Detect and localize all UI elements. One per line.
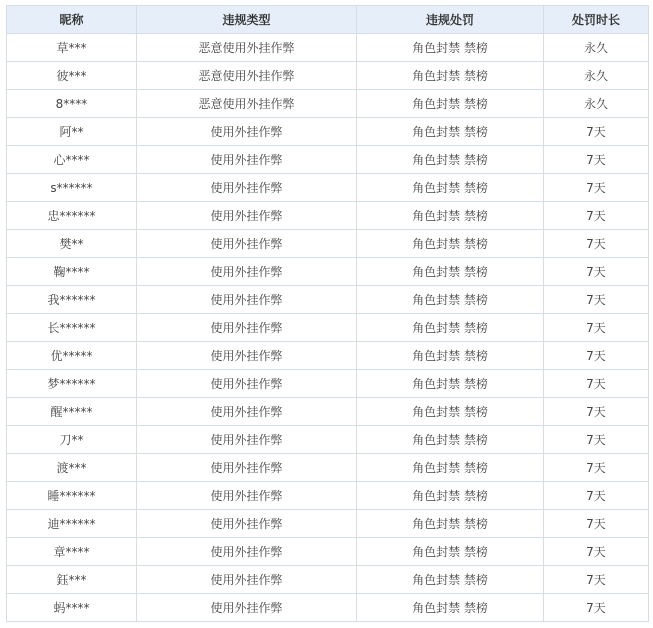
cell-penalty: 角色封禁 禁榜: [357, 510, 544, 538]
cell-violation-type: 使用外挂作弊: [137, 398, 357, 426]
cell-nickname: 睡******: [7, 482, 137, 510]
cell-violation-type: 使用外挂作弊: [137, 370, 357, 398]
table-row: [7, 370, 649, 398]
header-penalty: 违规处罚: [357, 6, 544, 34]
cell-penalty: 角色封禁 禁榜: [357, 118, 544, 146]
cell-penalty: 角色封禁 禁榜: [357, 314, 544, 342]
table-row: [7, 34, 649, 62]
cell-penalty-duration: 7天: [544, 146, 649, 174]
cell-nickname: 刀**: [7, 426, 137, 454]
cell-penalty: 角色封禁 禁榜: [357, 258, 544, 286]
cell-nickname: 忠******: [7, 202, 137, 230]
cell-nickname: 草***: [7, 34, 137, 62]
cell-nickname: 鞠****: [7, 258, 137, 286]
cell-nickname: 优*****: [7, 342, 137, 370]
cell-nickname: s******: [7, 174, 137, 202]
cell-penalty: 角色封禁 禁榜: [357, 174, 544, 202]
table-header-row: [7, 6, 649, 34]
violation-table: [6, 5, 649, 622]
cell-penalty-duration: 7天: [544, 342, 649, 370]
table-row: [7, 286, 649, 314]
table-row: [7, 538, 649, 566]
table-row: [7, 594, 649, 622]
cell-nickname: 阿**: [7, 118, 137, 146]
cell-nickname: 长******: [7, 314, 137, 342]
cell-violation-type: 使用外挂作弊: [137, 202, 357, 230]
table-row: [7, 230, 649, 258]
cell-violation-type: 使用外挂作弊: [137, 258, 357, 286]
cell-penalty-duration: 永久: [544, 62, 649, 90]
cell-nickname: 彼***: [7, 62, 137, 90]
cell-penalty: 角色封禁 禁榜: [357, 230, 544, 258]
cell-violation-type: 恶意使用外挂作弊: [137, 90, 357, 118]
cell-nickname: 鈺***: [7, 566, 137, 594]
cell-nickname: 醒*****: [7, 398, 137, 426]
cell-nickname: 渡***: [7, 454, 137, 482]
cell-penalty-duration: 7天: [544, 118, 649, 146]
table-row: [7, 146, 649, 174]
table-row: [7, 482, 649, 510]
cell-violation-type: 使用外挂作弊: [137, 286, 357, 314]
cell-violation-type: 使用外挂作弊: [137, 482, 357, 510]
violation-table-container: [6, 5, 649, 622]
cell-penalty: 角色封禁 禁榜: [357, 146, 544, 174]
cell-penalty: 角色封禁 禁榜: [357, 370, 544, 398]
cell-nickname: 蚂****: [7, 594, 137, 622]
table-row: [7, 202, 649, 230]
table-row: [7, 118, 649, 146]
cell-penalty-duration: 7天: [544, 398, 649, 426]
cell-penalty: 角色封禁 禁榜: [357, 90, 544, 118]
cell-penalty: 角色封禁 禁榜: [357, 538, 544, 566]
cell-penalty: 角色封禁 禁榜: [357, 62, 544, 90]
cell-penalty-duration: 7天: [544, 482, 649, 510]
cell-nickname: 我******: [7, 286, 137, 314]
table-body: [7, 34, 649, 622]
cell-penalty: 角色封禁 禁榜: [357, 342, 544, 370]
cell-violation-type: 恶意使用外挂作弊: [137, 62, 357, 90]
table-row: [7, 426, 649, 454]
table-row: [7, 90, 649, 118]
header-violation-type: 违规类型: [137, 6, 357, 34]
cell-nickname: 章****: [7, 538, 137, 566]
cell-nickname: 樊**: [7, 230, 137, 258]
cell-violation-type: 使用外挂作弊: [137, 510, 357, 538]
cell-penalty-duration: 7天: [544, 426, 649, 454]
cell-penalty-duration: 7天: [544, 510, 649, 538]
cell-nickname: 心****: [7, 146, 137, 174]
table-row: [7, 174, 649, 202]
cell-penalty-duration: 7天: [544, 370, 649, 398]
cell-penalty: 角色封禁 禁榜: [357, 566, 544, 594]
table-row: [7, 314, 649, 342]
header-penalty-duration: 处罚时长: [544, 6, 649, 34]
table-row: [7, 566, 649, 594]
cell-penalty-duration: 7天: [544, 258, 649, 286]
cell-penalty: 角色封禁 禁榜: [357, 482, 544, 510]
cell-penalty: 角色封禁 禁榜: [357, 426, 544, 454]
cell-penalty: 角色封禁 禁榜: [357, 34, 544, 62]
table-row: [7, 258, 649, 286]
cell-violation-type: 使用外挂作弊: [137, 314, 357, 342]
table-row: [7, 454, 649, 482]
cell-penalty-duration: 7天: [544, 230, 649, 258]
table-row: [7, 510, 649, 538]
cell-penalty-duration: 永久: [544, 90, 649, 118]
cell-violation-type: 使用外挂作弊: [137, 594, 357, 622]
cell-violation-type: 使用外挂作弊: [137, 230, 357, 258]
cell-penalty: 角色封禁 禁榜: [357, 286, 544, 314]
cell-violation-type: 使用外挂作弊: [137, 174, 357, 202]
cell-nickname: 迪******: [7, 510, 137, 538]
cell-nickname: 8****: [7, 90, 137, 118]
cell-penalty-duration: 7天: [544, 538, 649, 566]
cell-penalty-duration: 7天: [544, 566, 649, 594]
table-row: [7, 398, 649, 426]
cell-penalty-duration: 7天: [544, 454, 649, 482]
header-nickname: 昵称: [7, 6, 137, 34]
cell-penalty-duration: 7天: [544, 174, 649, 202]
cell-nickname: 梦******: [7, 370, 137, 398]
cell-penalty: 角色封禁 禁榜: [357, 454, 544, 482]
cell-penalty-duration: 7天: [544, 202, 649, 230]
cell-violation-type: 使用外挂作弊: [137, 118, 357, 146]
cell-violation-type: 恶意使用外挂作弊: [137, 34, 357, 62]
cell-penalty: 角色封禁 禁榜: [357, 594, 544, 622]
cell-violation-type: 使用外挂作弊: [137, 538, 357, 566]
cell-penalty-duration: 7天: [544, 594, 649, 622]
cell-violation-type: 使用外挂作弊: [137, 342, 357, 370]
table-row: [7, 62, 649, 90]
cell-penalty-duration: 7天: [544, 286, 649, 314]
cell-violation-type: 使用外挂作弊: [137, 426, 357, 454]
cell-penalty: 角色封禁 禁榜: [357, 398, 544, 426]
cell-violation-type: 使用外挂作弊: [137, 566, 357, 594]
cell-penalty-duration: 永久: [544, 34, 649, 62]
cell-violation-type: 使用外挂作弊: [137, 146, 357, 174]
cell-violation-type: 使用外挂作弊: [137, 454, 357, 482]
table-row: [7, 342, 649, 370]
cell-penalty: 角色封禁 禁榜: [357, 202, 544, 230]
cell-penalty-duration: 7天: [544, 314, 649, 342]
